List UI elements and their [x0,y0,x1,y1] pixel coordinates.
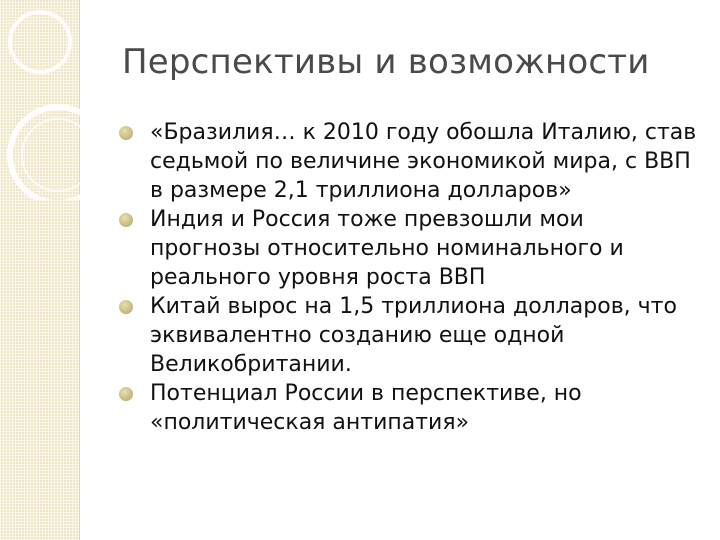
bullet-list [130,118,700,437]
bullet-item [130,205,700,292]
bullet-dot-icon [119,213,133,227]
bullet-item [130,379,700,437]
bullet-item [130,118,700,205]
bullet-text: Китай вырос на 1,5 триллиона долларов, что эквивалентно созданию еще одной Великобритании. [150,294,677,377]
bullet-dot-icon [119,300,133,314]
bullet-text: Индия и Россия тоже превзошли мои прогнозы относительно номинального и реального уровня роста ВВП [150,207,624,290]
bullet-item [130,292,700,379]
bullet-dot-icon [119,126,133,140]
bullet-dot-icon [119,387,133,401]
bullet-text: Потенциал России в перспективе, но «политическая антипатия» [150,381,582,435]
decorative-rings [0,0,90,200]
bullet-text: «Бразилия… к 2010 году обошла Италию, став седьмой по величине экономикой мира, с ВВП в размере 2,1 триллиона долларов» [150,120,697,203]
slide-title: Перспективы и возможности [122,42,650,82]
